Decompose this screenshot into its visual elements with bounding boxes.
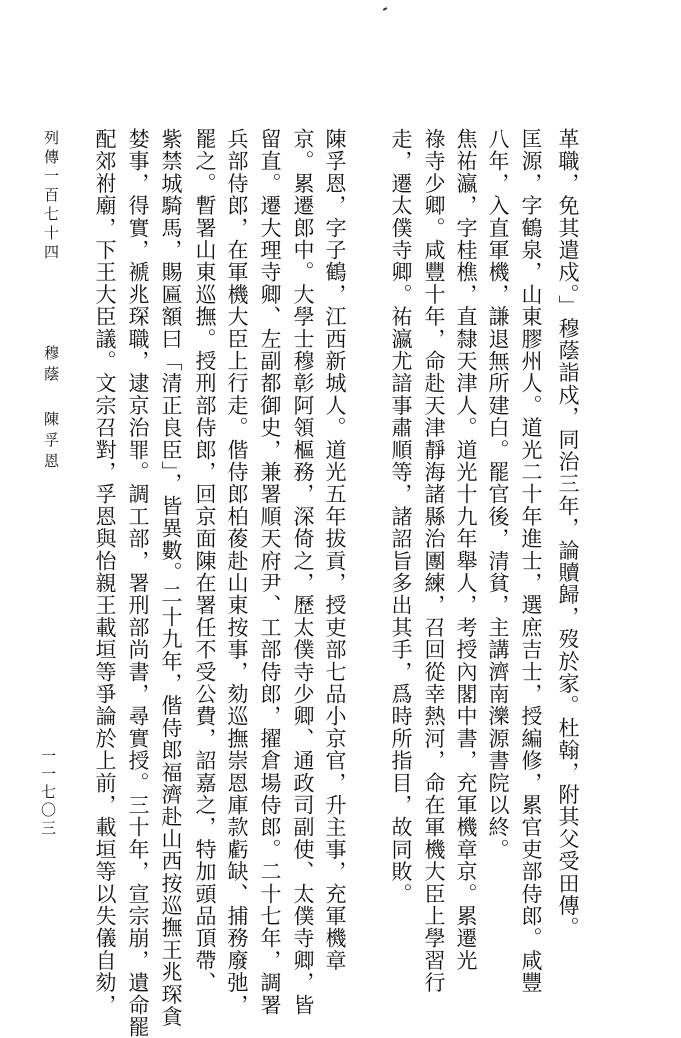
text-column-12: 紫禁城騎馬，賜匾額曰「清正良臣」，皆異數。二十九年，偕侍郎福濟赴山西按巡撫王兆琛貪 <box>159 128 183 1028</box>
section-header: 列傳一百七十四 <box>42 130 60 263</box>
text-column-1: 革職，免其遣戍。」穆蔭詣戍，同治三年，論贖歸，歿於家。杜翰，附其父受田傳。 <box>556 128 580 939</box>
text-column-2: 匡源，字鶴泉，山東膠州人。道光二十年進士，選庶吉士，授編修，累官吏部侍郎。咸豐 <box>519 128 543 994</box>
text-column-7: 陳孚恩，字子鶴，江西新城人。道光五年拔貢，授吏部七品小京官，升主事，充軍機章 <box>323 128 347 972</box>
text-column-4: 焦祐瀛，字桂樵，直隸天津人。道光十九年舉人，考授內閣中書，充軍機章京。累遷光 <box>454 128 478 972</box>
scan-mark <box>383 7 387 11</box>
text-column-11: 罷之。暫署山東巡撫。授刑部侍郎，回京面陳在署任不受公費，詔嘉之，特加頭品頂帶、 <box>193 128 217 994</box>
text-column-14: 配郊祔廟，下王大臣議。文宗召對，孚恩與怡親王載垣等爭論於上前，載垣等以失儀自劾， <box>93 128 117 1016</box>
page-number: 一一七〇三 <box>39 748 57 838</box>
text-column-6: 走，遷太僕寺卿。祐瀛尤諳事肅順等，諸詔旨多出其手，爲時所指目，故同敗。 <box>389 128 413 905</box>
subjects-header: 穆蔭 陳孚恩 <box>42 345 60 474</box>
text-column-5: 祿寺少卿。咸豐十年，命赴天津靜海諸縣治團練，召回從幸熱河，命在軍機大臣上學習行 <box>422 128 446 994</box>
text-column-10: 兵部侍郎，在軍機大臣上行走。偕侍郎柏葰赴山東按事，劾巡撫崇恩庫款虧缺、捕務廢弛， <box>225 128 249 1016</box>
text-column-9: 留直。遷大理寺卿、左副都御史，兼署順天府尹、工部侍郎，擢倉場侍郎。二十七年，調署 <box>258 128 282 1016</box>
text-column-13: 婪事，得實，褫兆琛職，逮京治罪。調工部，署刑部尚書，尋實授。三十年，宣宗崩，遺命罷 <box>126 128 150 1038</box>
text-column-3: 八年，入直軍機，謙退無所建白。罷官後，清貧，主講濟南濼源書院以終。 <box>486 128 510 861</box>
text-column-8: 京。累遷郎中。大學士穆彰阿領樞務，深倚之，歷太僕寺少卿、通政司副使、太僕寺卿，皆 <box>291 128 315 1016</box>
